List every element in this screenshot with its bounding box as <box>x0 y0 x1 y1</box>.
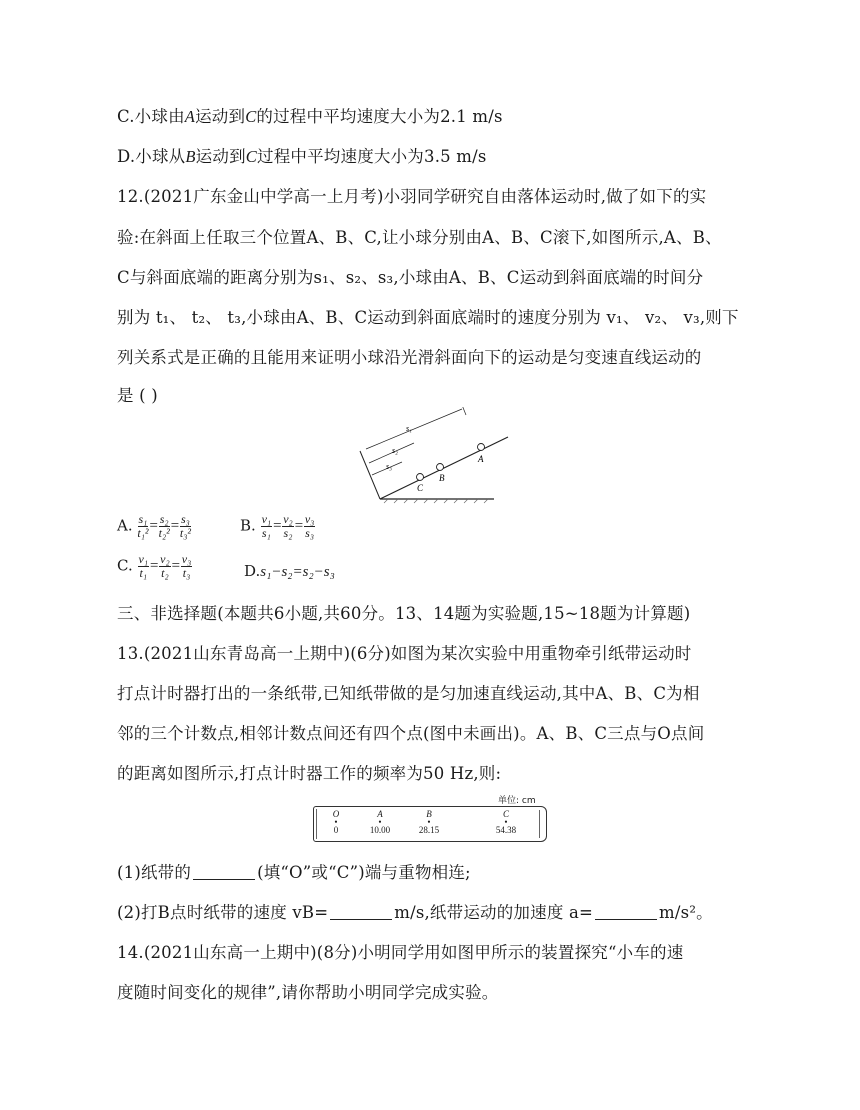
answer-blank-3[interactable] <box>595 905 657 920</box>
q13-part-2: (2)打B点时纸带的速度 vB= m/s,纸带运动的加速度 a= m/s²。 <box>117 903 713 922</box>
label-c: C <box>417 483 424 493</box>
q12-line-4: 别为 t₁、 t₂、 t₃,小球由A、B、C运动到斜面底端时的速度分别为 v₁、 v₂、 v₃,则下 <box>117 308 739 327</box>
option-d-line: D.小球从B运动到C过程中平均速度大小为3.5 m/s <box>117 147 487 166</box>
q12-line-3: C与斜面底端的距离分别为s₁、s₂、s₃,小球由A、B、C运动到斜面底端的时间分 <box>117 268 704 287</box>
q14-line-1: 14.(2021山东高一上期中)(8分)小明同学用如图甲所示的装置探究“小车的速 <box>117 943 684 962</box>
q12-option-c: C. $\frac{\text{v₁}}{\text{t₁}}$ = $\frac{\text{v₂}}{\text{t₂}}$ = $\frac{\text{v₃}}{\text{t₃}}$ <box>117 552 192 580</box>
q12-option-a: A. $\frac{\text{s₁}}{\text{t₁²}}$ = $\frac{\text{s₂}}{\text{t₂²}}$ = $\frac{\text{s₃}}{\text{t₃²}}$ <box>117 512 191 540</box>
ball-c <box>417 474 424 481</box>
label-s3: s₃ <box>386 462 392 471</box>
label-b: B <box>439 473 445 483</box>
paper-tape <box>313 806 547 842</box>
q13-part-1: (1)纸带的 (填“O”或“C”)端与重物相连; <box>117 863 471 882</box>
q12-option-b: B. $\frac{\text{v₁}}{\text{s₁}}$ = $\frac{\text{v₂}}{\text{s₂}}$ = $\frac{\text{v₃}}{\text{s₃}}$ <box>240 512 315 540</box>
q12-line-5: 列关系式是正确的且能用来证明小球沿光滑斜面向下的运动是匀变速直线运动的 <box>117 348 702 367</box>
incline-figure <box>354 407 514 507</box>
q12-line-6: 是 ( ) <box>117 386 158 405</box>
q14-line-2: 度随时间变化的规律”,请你帮助小明同学完成实验。 <box>117 983 499 1002</box>
tape-point-a: A • 10.00 <box>369 809 391 835</box>
q13-line-4: 的距离如图所示,打点计时器工作的频率为50 Hz,则: <box>117 764 502 783</box>
q12-line-2: 验:在斜面上任取三个位置A、B、C,让小球分别由A、B、C滚下,如图所示,A、B、 <box>117 228 722 247</box>
section-3-heading: 三、非选择题(本题共6小题,共60分。13、14题为实验题,15~18题为计算题) <box>117 604 691 623</box>
tape-point-o: O • 0 <box>332 809 340 835</box>
label-a: A <box>478 454 484 464</box>
ball-a <box>478 444 485 451</box>
q12-line-1: 12.(2021广东金山中学高一上月考)小羽同学研究自由落体运动时,做了如下的实 <box>117 187 707 206</box>
option-c-line: C.小球由A运动到C的过程中平均速度大小为2.1 m/s <box>117 107 503 126</box>
q12-option-d: D.s₁−s₂=s₂−s₃ <box>244 562 335 580</box>
tape-point-c: C • 54.38 <box>495 809 517 835</box>
tape-unit: 单位: cm <box>498 796 536 806</box>
label-s1: s₁ <box>406 424 412 433</box>
label-s2: s₂ <box>392 446 398 455</box>
q13-line-1: 13.(2021山东青岛高一上期中)(6分)如图为某次实验中用重物牵引纸带运动时 <box>117 644 692 663</box>
answer-blank-2[interactable] <box>330 905 392 920</box>
tape-point-b: B • 28.15 <box>418 809 440 835</box>
q13-line-2: 打点计时器打出的一条纸带,已知纸带做的是匀加速直线运动,其中A、B、C为相 <box>117 684 700 703</box>
ball-b <box>437 464 444 471</box>
q13-line-3: 邻的三个计数点,相邻计数点间还有四个点(图中未画出)。A、B、C三点与O点间 <box>117 724 705 743</box>
answer-blank-1[interactable] <box>193 865 255 880</box>
